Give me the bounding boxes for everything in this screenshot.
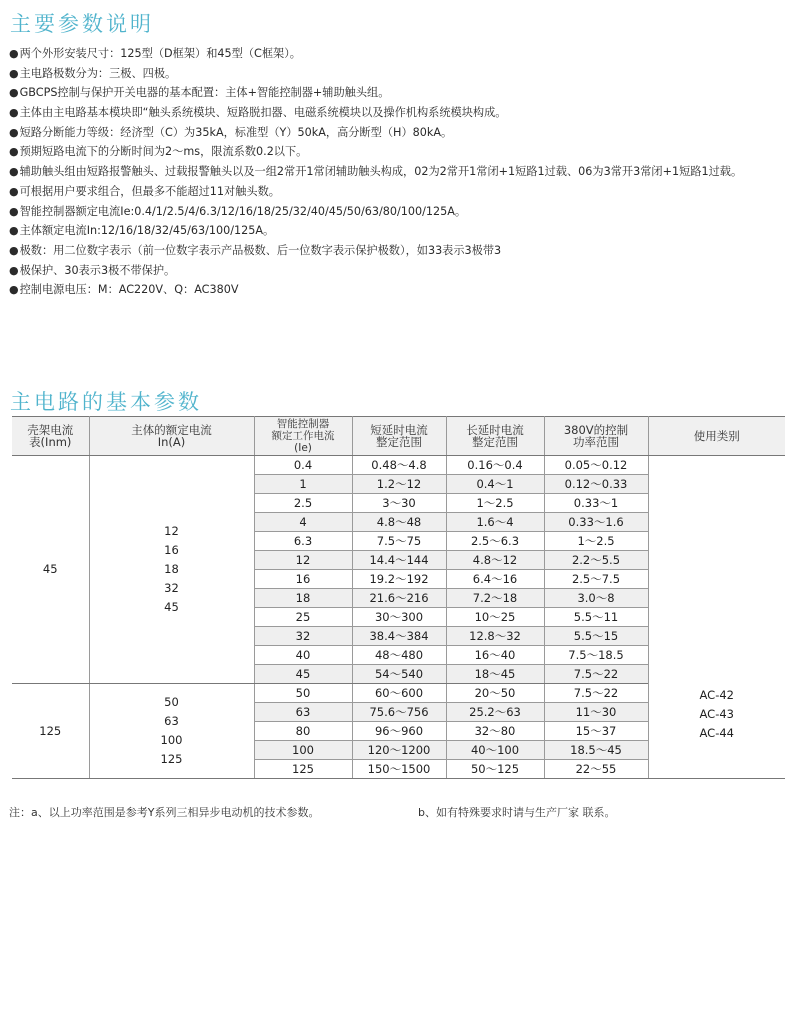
bullet-text: 极数：用二位数字表示（前一位数字表示产品极数、后一位数字表示保护极数），如33表示3极带3 <box>19 243 502 257</box>
param-bullet-item <box>9 182 799 202</box>
bullet-dot-icon: ● <box>9 263 19 277</box>
rated-current-value: 63 <box>164 714 179 728</box>
long-delay-cell: 1～2.5 <box>446 494 544 513</box>
param-bullet-item <box>9 261 799 281</box>
short-delay-cell: 60～600 <box>352 684 446 703</box>
param-bullet-item <box>9 221 799 241</box>
long-delay-cell: 12.8～32 <box>446 627 544 646</box>
header-frame-current: 壳架电流 表(Inm) <box>12 417 89 456</box>
usage-category-value: AC-42 <box>699 688 734 702</box>
bullet-dot-icon: ● <box>9 165 19 179</box>
rated-current-value: 45 <box>164 600 179 614</box>
bullet-dot-icon: ● <box>9 283 19 297</box>
param-bullet-item <box>9 83 799 103</box>
param-bullet-item <box>9 64 799 84</box>
short-delay-cell: 1.2～12 <box>352 475 446 494</box>
controller-current-cell: 32 <box>254 627 352 646</box>
controller-current-cell: 18 <box>254 589 352 608</box>
controller-current-cell: 12 <box>254 551 352 570</box>
short-delay-cell: 7.5～75 <box>352 532 446 551</box>
param-bullet-item <box>9 123 799 143</box>
controller-current-cell: 45 <box>254 665 352 684</box>
power-range-cell: 7.5～18.5 <box>544 646 648 665</box>
header-short-delay: 短延时电流 整定范围 <box>352 417 446 456</box>
short-delay-cell: 19.2～192 <box>352 570 446 589</box>
long-delay-cell: 6.4～16 <box>446 570 544 589</box>
long-delay-cell: 2.5～6.3 <box>446 532 544 551</box>
bullet-text: 预期短路电流下的分断时间为2～ms，限流系数0.2以下。 <box>19 145 308 159</box>
frame-current-cell: 125 <box>12 684 89 779</box>
controller-current-cell: 16 <box>254 570 352 589</box>
bullet-dot-icon: ● <box>9 106 19 120</box>
param-bullet-item <box>9 103 799 123</box>
bullet-text: 两个外形安装尺寸：125型（D框架）和45型（C框架）。 <box>19 47 301 60</box>
short-delay-cell: 14.4～144 <box>352 551 446 570</box>
bullet-dot-icon: ● <box>9 66 19 80</box>
rated-current-value: 16 <box>164 543 179 557</box>
controller-current-cell: 50 <box>254 684 352 703</box>
long-delay-cell: 50～125 <box>446 760 544 779</box>
bullet-dot-icon: ● <box>9 86 19 100</box>
param-bullet-item <box>9 44 799 64</box>
long-delay-cell: 32～80 <box>446 722 544 741</box>
rated-current-value: 12 <box>164 524 179 538</box>
power-range-cell: 7.5～22 <box>544 684 648 703</box>
bullet-text: 可根据用户要求组合，但最多不能超过11对触头数。 <box>19 184 280 198</box>
power-range-cell: 5.5～15 <box>544 627 648 646</box>
long-delay-cell: 4.8～12 <box>446 551 544 570</box>
note-b: b、如有特殊要求时请与生产厂家 联系。 <box>418 806 616 819</box>
power-range-cell: 22～55 <box>544 760 648 779</box>
long-delay-cell: 7.2～18 <box>446 589 544 608</box>
param-bullet-item <box>9 162 799 182</box>
bullet-text: 短路分断能力等级：经济型（C）为35kA，标准型（Y）50kA，高分断型（H）80kA。 <box>19 125 453 139</box>
header-power-range: 380V的控制 功率范围 <box>544 417 648 456</box>
short-delay-cell: 4.8～48 <box>352 513 446 532</box>
power-range-cell: 0.33～1 <box>544 494 648 513</box>
bullet-dot-icon: ● <box>9 243 19 257</box>
rated-current-value: 100 <box>160 733 183 747</box>
bullet-text: 主体额定电流In:12/16/18/32/45/63/100/125A。 <box>19 224 275 238</box>
table-header-row <box>12 417 785 456</box>
bullet-dot-icon: ● <box>9 47 19 60</box>
long-delay-cell: 0.16～0.4 <box>446 456 544 475</box>
usage-category-cell <box>648 456 785 779</box>
long-delay-cell: 40～100 <box>446 741 544 760</box>
bullet-text: 主体由主电路基本模块即“触头系统模块、短路脱扣器、电磁系统模块以及操作机构系统模块构成。 <box>19 106 507 120</box>
rated-current-cell <box>89 456 254 684</box>
usage-category-value: AC-43 <box>699 707 734 721</box>
param-bullet-list <box>9 44 799 300</box>
power-range-cell: 3.0～8 <box>544 589 648 608</box>
controller-current-cell: 63 <box>254 703 352 722</box>
controller-current-cell: 2.5 <box>254 494 352 513</box>
param-bullet-item <box>9 280 799 300</box>
controller-current-cell: 0.4 <box>254 456 352 475</box>
long-delay-cell: 0.4～1 <box>446 475 544 494</box>
short-delay-cell: 75.6～756 <box>352 703 446 722</box>
short-delay-cell: 48～480 <box>352 646 446 665</box>
rated-current-value: 125 <box>160 752 183 766</box>
controller-current-cell: 80 <box>254 722 352 741</box>
param-bullet-item <box>9 202 799 222</box>
long-delay-cell: 1.6～4 <box>446 513 544 532</box>
short-delay-cell: 96～960 <box>352 722 446 741</box>
rated-current-value: 32 <box>164 581 179 595</box>
bullet-dot-icon: ● <box>9 204 19 218</box>
long-delay-cell: 20～50 <box>446 684 544 703</box>
power-range-cell: 0.05～0.12 <box>544 456 648 475</box>
short-delay-cell: 0.48～4.8 <box>352 456 446 475</box>
bullet-dot-icon: ● <box>9 184 19 198</box>
param-bullet-item <box>9 241 799 261</box>
short-delay-cell: 38.4～384 <box>352 627 446 646</box>
bullet-text: 控制电源电压：M：AC220V、Q：AC380V <box>19 283 239 297</box>
controller-current-cell: 1 <box>254 475 352 494</box>
power-range-cell: 2.5～7.5 <box>544 570 648 589</box>
bullet-text: 辅助触头组由短路报警触头、过载报警触头以及一组2常开1常闭辅助触头构成，02为2常开1常闭+1短路1过载、06为3常开3常闭+1短路1过载。 <box>19 165 743 179</box>
frame-current-cell: 45 <box>12 456 89 684</box>
header-controller-current: 智能控制器 额定工作电流 (Ie) <box>254 417 352 456</box>
short-delay-cell: 21.6～216 <box>352 589 446 608</box>
controller-current-cell: 25 <box>254 608 352 627</box>
header-rated-current: 主体的额定电流 In(A) <box>89 417 254 456</box>
controller-current-cell: 100 <box>254 741 352 760</box>
header-category: 使用类别 <box>648 417 785 456</box>
power-range-cell: 7.5～22 <box>544 665 648 684</box>
short-delay-cell: 3～30 <box>352 494 446 513</box>
controller-current-cell: 4 <box>254 513 352 532</box>
power-range-cell: 1～2.5 <box>544 532 648 551</box>
bullet-text: 主电路极数分为：三极、四极。 <box>19 66 177 80</box>
bullet-text: GBCPS控制与保护开关电器的基本配置：主体+智能控制器+辅助触头组。 <box>19 86 390 100</box>
controller-current-cell: 6.3 <box>254 532 352 551</box>
long-delay-cell: 10～25 <box>446 608 544 627</box>
main-circuit-params-table <box>12 416 785 779</box>
controller-current-cell: 125 <box>254 760 352 779</box>
short-delay-cell: 30～300 <box>352 608 446 627</box>
power-range-cell: 15～37 <box>544 722 648 741</box>
power-range-cell: 0.33～1.6 <box>544 513 648 532</box>
power-range-cell: 0.12～0.33 <box>544 475 648 494</box>
rated-current-value: 50 <box>164 695 179 709</box>
section-title-main-params: 主要参数说明 <box>10 12 154 36</box>
note-a: 注：a、以上功率范围是参考Y系列三相异步电动机的技术参数。 <box>9 806 320 819</box>
section-title-main-circuit: 主电路的基本参数 <box>10 390 202 414</box>
param-bullet-item <box>9 142 799 162</box>
short-delay-cell: 54～540 <box>352 665 446 684</box>
power-range-cell: 18.5～45 <box>544 741 648 760</box>
long-delay-cell: 25.2～63 <box>446 703 544 722</box>
long-delay-cell: 18～45 <box>446 665 544 684</box>
usage-category-value: AC-44 <box>699 726 734 740</box>
controller-current-cell: 40 <box>254 646 352 665</box>
short-delay-cell: 120～1200 <box>352 741 446 760</box>
bullet-dot-icon: ● <box>9 224 19 238</box>
rated-current-value: 18 <box>164 562 179 576</box>
power-range-cell: 2.2～5.5 <box>544 551 648 570</box>
table-row <box>12 456 785 475</box>
short-delay-cell: 150～1500 <box>352 760 446 779</box>
power-range-cell: 5.5～11 <box>544 608 648 627</box>
bullet-dot-icon: ● <box>9 125 19 139</box>
bullet-dot-icon: ● <box>9 145 19 159</box>
long-delay-cell: 16～40 <box>446 646 544 665</box>
bullet-text: 极保护、30表示3极不带保护。 <box>19 263 176 277</box>
rated-current-cell <box>89 684 254 779</box>
header-long-delay: 长延时电流 整定范围 <box>446 417 544 456</box>
power-range-cell: 11～30 <box>544 703 648 722</box>
bullet-text: 智能控制器额定电流Ie:0.4/1/2.5/4/6.3/12/16/18/25/32/40/45/50/63/80/100/125A。 <box>19 204 467 218</box>
